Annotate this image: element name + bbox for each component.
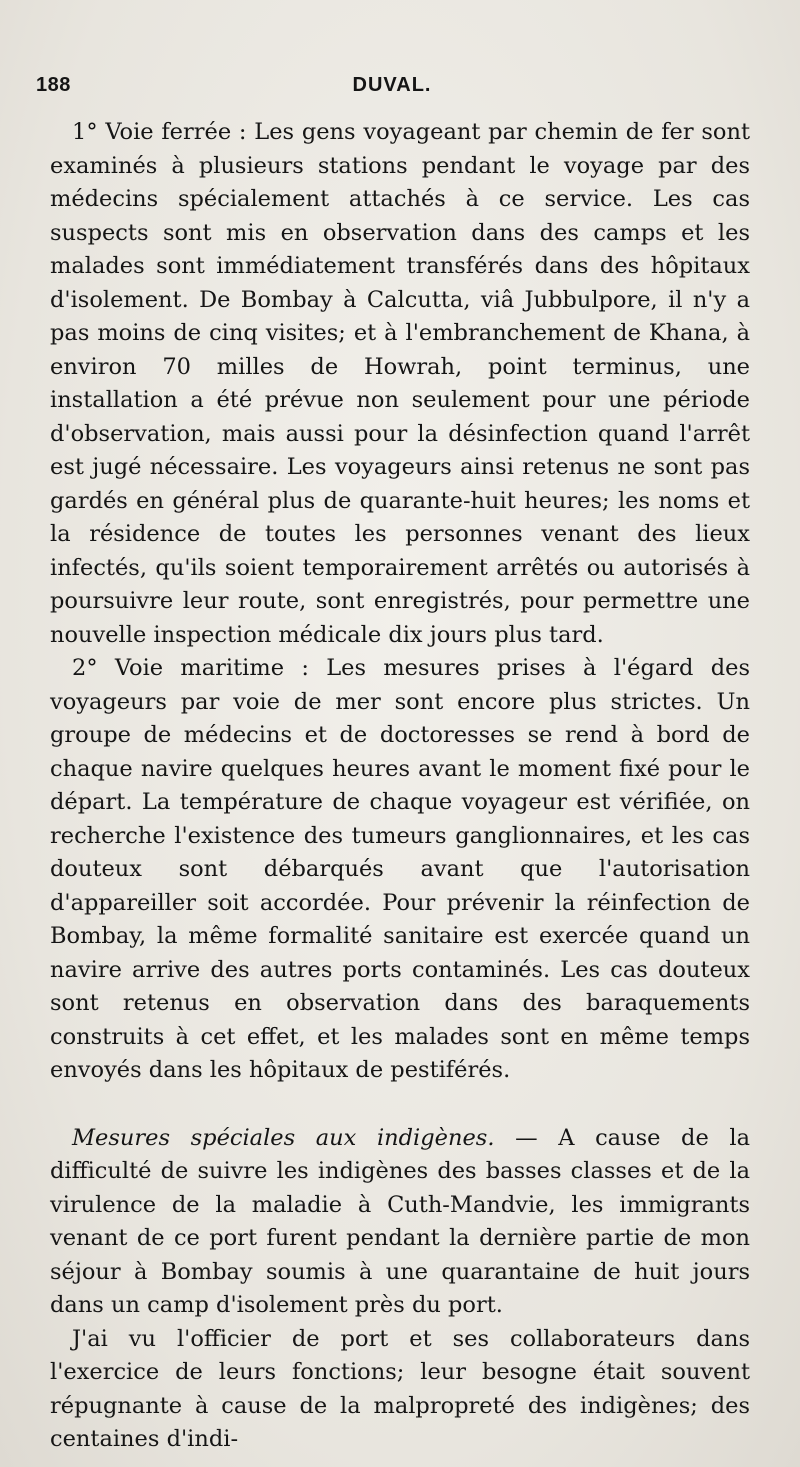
paragraph-special-measures-text: A cause de la difficulté de suivre les indigènes des basses classes et de la virulence de la maladie à Cuth-Mandvie, les immigrants venant de ce port furent pendant la dernière partie de mon séjour à Bombay soumis à une quarantaine de huit jours dans un camp d'isolement près du port. bbox=[50, 1124, 750, 1318]
page-header bbox=[36, 66, 748, 106]
body-text bbox=[50, 116, 750, 1457]
paragraph-port-officer: J'ai vu l'officier de port et ses collaborateurs dans l'exercice de leurs fonctions; leur besogne était souvent répugnante à cause de la malpropreté des indigènes; des centaines d'indi- bbox=[50, 1325, 750, 1452]
section-gap bbox=[50, 1088, 750, 1122]
page-number: 188 bbox=[36, 74, 71, 96]
running-head: DUVAL. bbox=[352, 74, 432, 96]
paragraph-sea-route: 2° Voie maritime : Les mesures prises à l'égard des voyageurs par voie de mer sont encore plus strictes. Un groupe de médecins et de doctoresses se rend à bord de chaque navire quelques heures avant le moment fixé pour le départ. La température de chaque voyageur est vérifiée, on recherche l'existence des tumeurs ganglionnaires, et les cas douteux sont débarqués avant que l'autorisation d'appareiller soit accordée. Pour prévenir la réinfection de Bombay, la même formalité sanitaire est exercée quand un navire arrive des autres ports contaminés. Les cas douteux sont retenus en observation dans des baraquements construits à cet effet, et les malades sont en même temps envoyés dans les hôpitaux de pestiférés. bbox=[50, 655, 750, 1083]
paragraph-special-measures bbox=[50, 1122, 750, 1323]
paragraph-rail-route: 1° Voie ferrée : Les gens voyageant par chemin de fer sont examinés à plusieurs stations pendant le voyage par des médecins spécialement attachés à ce service. Les cas suspects sont mis en observation dans des camps et les malades sont immédiatement transférés dans des hôpitaux d'isolement. De Bombay à Calcutta, viâ Jubbulpore, il n'y a pas moins de cinq visites; et à l'embranchement de Khana, à environ 70 milles de Howrah, point terminus, une installation a été prévue non seulement pour une période d'observation, mais aussi pour la désinfection quand l'arrêt est jugé nécessaire. Les voyageurs ainsi retenus ne sont pas gardés en général plus de quarante-huit heures; les noms et la résidence de toutes les personnes venant des lieux infectés, qu'ils soient temporairement arrêtés ou autorisés à poursuivre leur route, sont enregistrés, pour permettre une nouvelle inspection médicale dix jours plus tard. bbox=[50, 119, 750, 648]
run-in-dash: — bbox=[494, 1124, 559, 1151]
run-in-heading: Mesures spéciales aux indigènes. bbox=[72, 1124, 495, 1151]
